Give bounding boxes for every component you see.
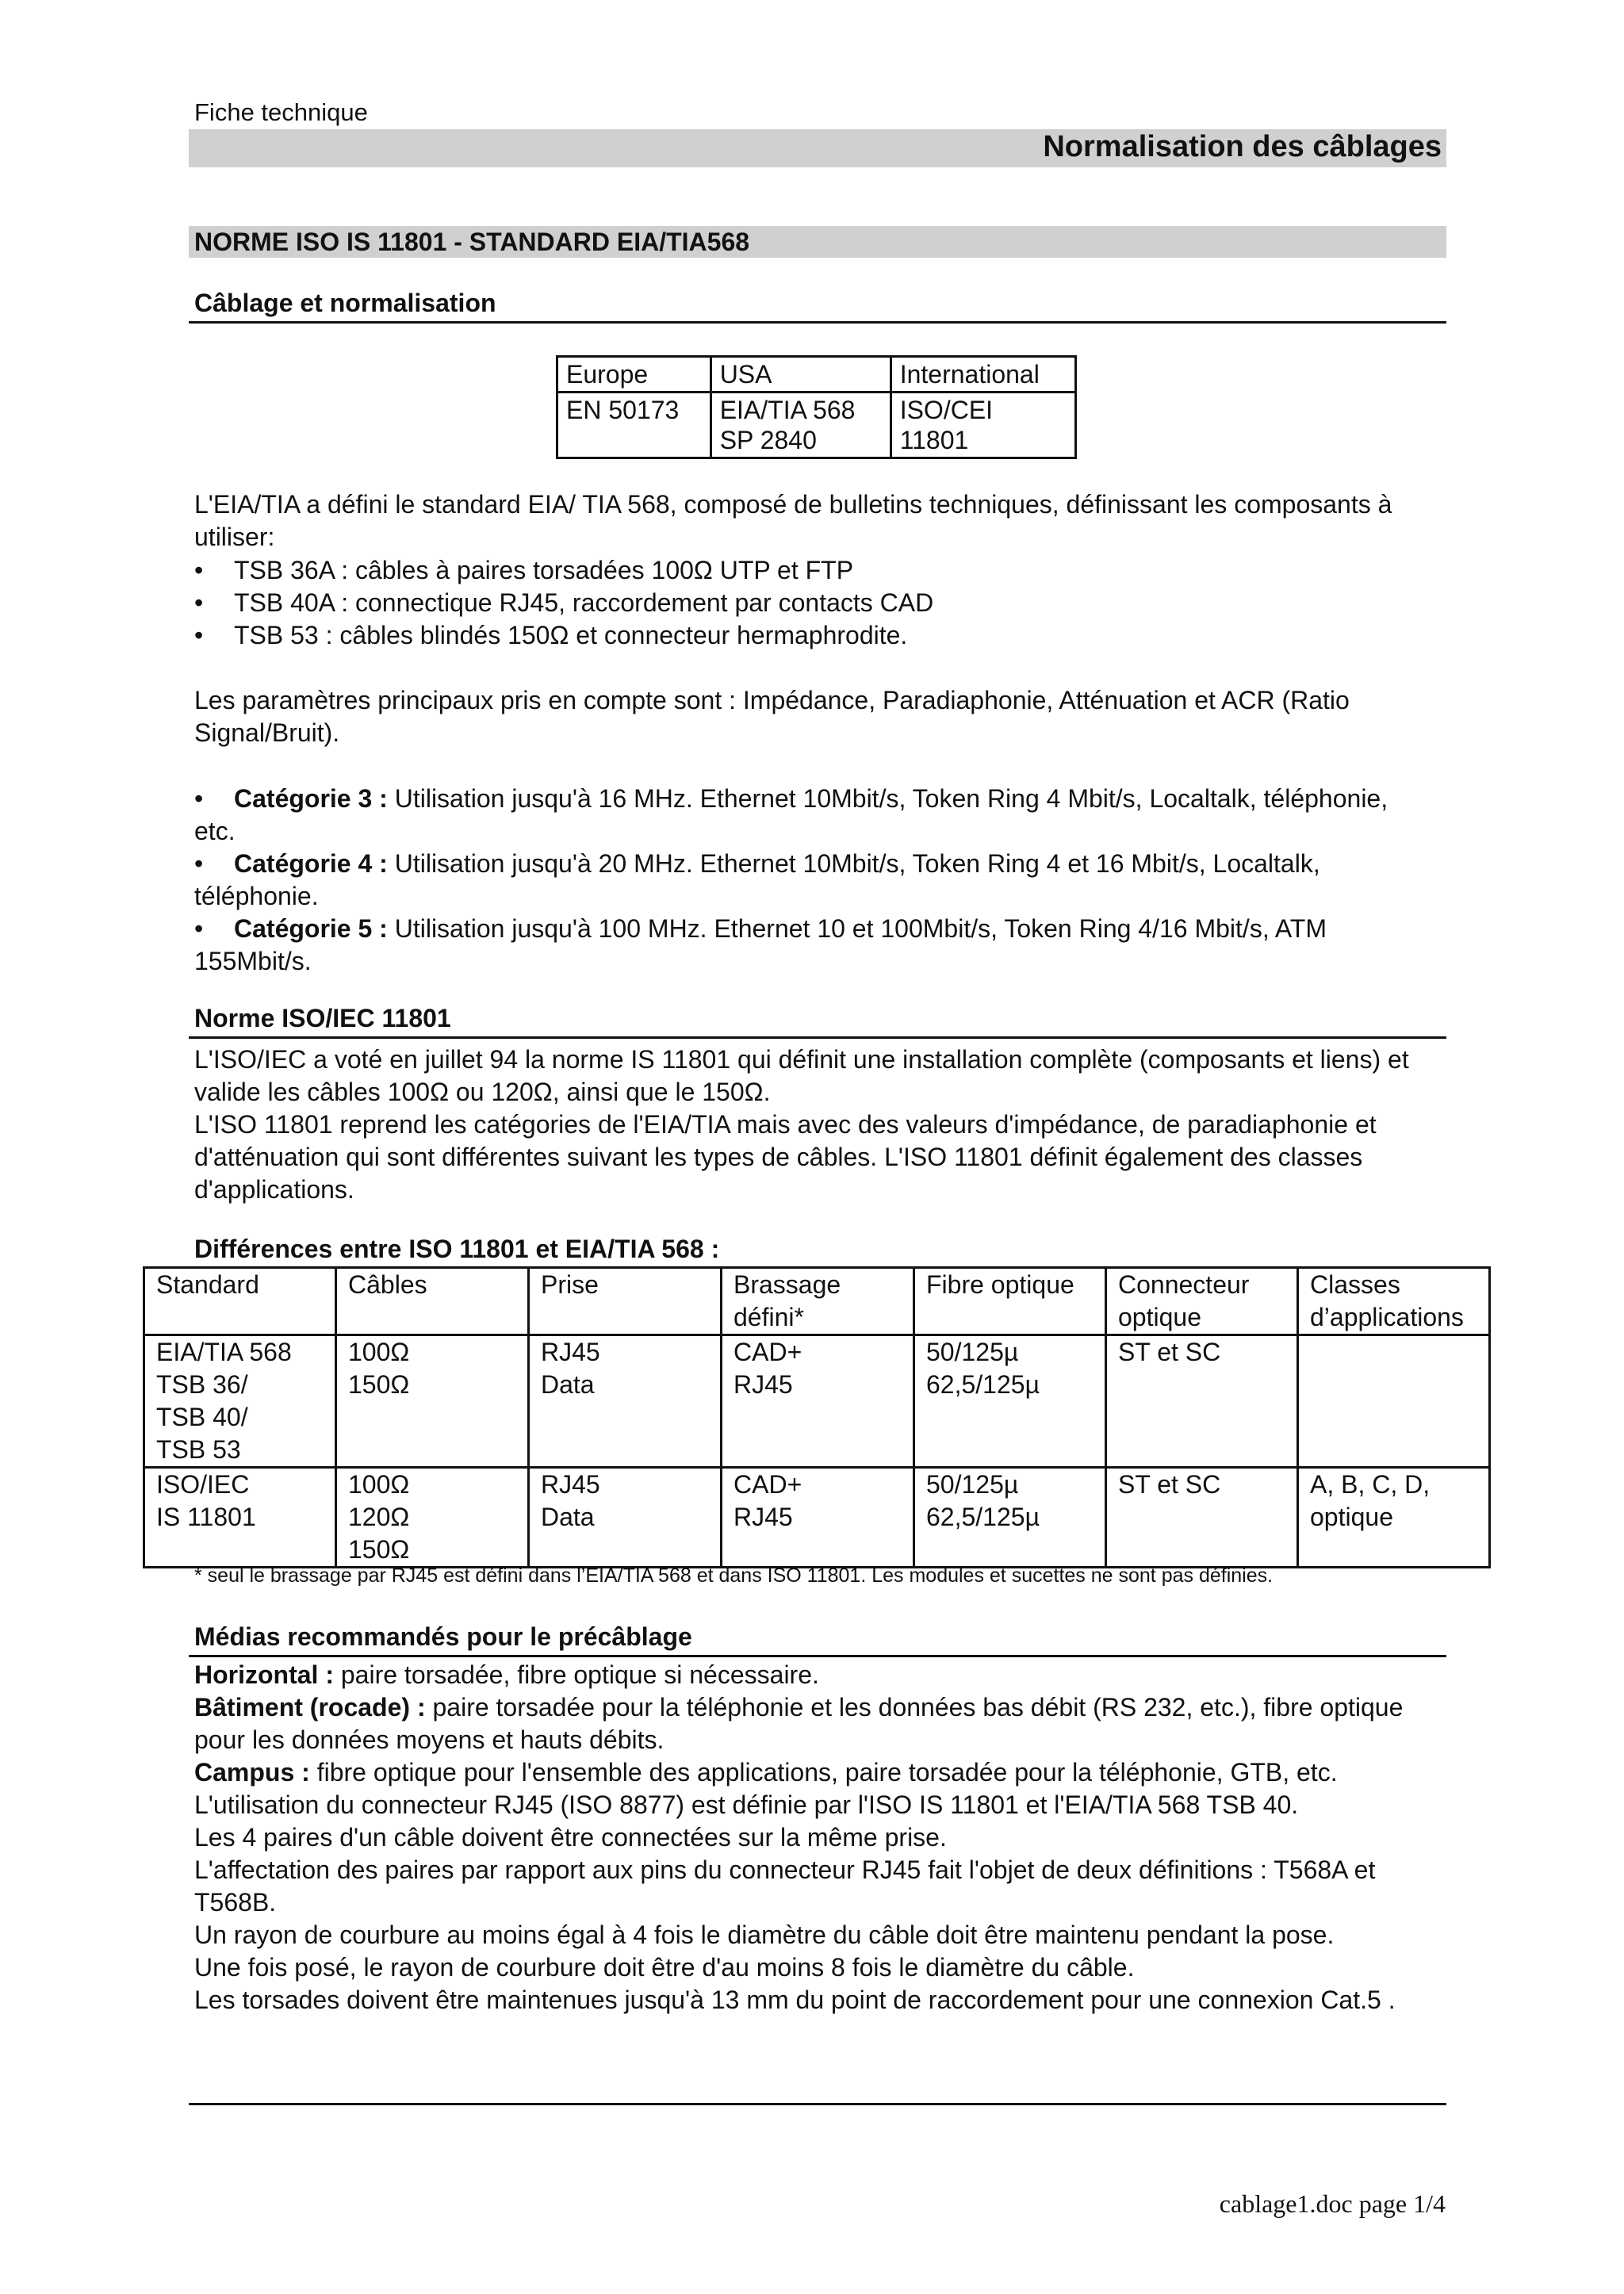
- media-label: Horizontal :: [194, 1660, 334, 1689]
- media-label: Bâtiment (rocade) :: [194, 1693, 426, 1721]
- media-line: Un rayon de courbure au moins égal à 4 fois le diamètre du câble doit être maintenu pendant la pose.: [194, 1921, 1335, 1949]
- heading-rule: [189, 321, 1446, 324]
- medias-heading: Médias recommandés pour le précâblage: [194, 1622, 692, 1651]
- header-label: Fiche technique: [194, 98, 368, 126]
- category-label: Catégorie 5 :: [234, 914, 388, 943]
- tsb-list-item: • TSB 40A : connectique RJ45, raccordement par contacts CAD: [194, 587, 1431, 619]
- standards-data-row: [557, 393, 1076, 458]
- page-title: Normalisation des câblages: [1043, 130, 1442, 163]
- differences-cell: ST et SC: [1106, 1335, 1298, 1468]
- media-item: [194, 1659, 1447, 1691]
- iso-paragraph-2: L'ISO 11801 reprend les catégories de l'EIA/TIA mais avec des valeurs d'impédance, de paradiaphonie et d'atténuation qui sont différentes suivant les types de câbles. L'ISO 11801 définit également des classes d'applications.: [194, 1110, 1377, 1204]
- category-text: Utilisation jusqu'à 16 MHz. Ethernet 10Mbit/s, Token Ring 4 Mbit/s, Localtalk, téléphonie, etc.: [194, 784, 1388, 845]
- differences-cell: CAD+ RJ45: [722, 1335, 914, 1468]
- category-label: Catégorie 3 :: [234, 784, 388, 813]
- differences-header-cell: Fibre optique: [914, 1268, 1106, 1335]
- media-text: fibre optique pour l'ensemble des applications, paire torsadée pour la téléphonie, GTB, etc.: [309, 1758, 1338, 1787]
- iso-paragraph-1: L'ISO/IEC a voté en juillet 94 la norme IS 11801 qui définit une installation complète (composants et liens) et valide les câbles 100Ω ou 120Ω, ainsi que le 150Ω.: [194, 1045, 1409, 1106]
- differences-cell: A, B, C, D, optique: [1298, 1468, 1490, 1568]
- media-line: Une fois posé, le rayon de courbure doit être d'au moins 8 fois le diamètre du câble.: [194, 1953, 1135, 1982]
- differences-cell: RJ45 Data: [529, 1468, 722, 1568]
- category-item: • Catégorie 4 : Utilisation jusqu'à 20 MHz. Ethernet 10Mbit/s, Token Ring 4 et 16 Mbit/s, Localtalk, téléphonie.: [194, 849, 1320, 910]
- differences-header-cell: Brassage défini*: [722, 1268, 914, 1335]
- footer-rule: [189, 2103, 1446, 2105]
- standards-header-cell: International: [891, 357, 1075, 393]
- differences-cell: 50/125µ 62,5/125µ: [914, 1468, 1106, 1568]
- category-label: Catégorie 4 :: [234, 849, 388, 878]
- differences-header-cell: Classes d’applications: [1298, 1268, 1490, 1335]
- standards-cell: EN 50173: [557, 393, 711, 458]
- differences-cell: CAD+ RJ45: [722, 1468, 914, 1568]
- differences-cell: 50/125µ 62,5/125µ: [914, 1335, 1106, 1468]
- intro-paragraph: L'EIA/TIA a défini le standard EIA/ TIA 568, composé de bulletins techniques, définissant les composants à utiliser:: [194, 490, 1392, 551]
- section-bar: [189, 226, 1446, 258]
- diff-heading: Différences entre ISO 11801 et EIA/TIA 568 :: [194, 1235, 720, 1263]
- differences-header-row: [144, 1268, 1490, 1335]
- tsb-list-item: • TSB 53 : câbles blindés 150Ω et connecteur hermaphrodite.: [194, 619, 1431, 652]
- category-item: • Catégorie 5 : Utilisation jusqu'à 100 MHz. Ethernet 10 et 100Mbit/s, Token Ring 4/16 Mbit/s, ATM 155Mbit/s.: [194, 914, 1327, 975]
- category-item: • Catégorie 3 : Utilisation jusqu'à 16 MHz. Ethernet 10Mbit/s, Token Ring 4 Mbit/s, Localtalk, téléphonie, etc.: [194, 784, 1388, 845]
- category-text: Utilisation jusqu'à 20 MHz. Ethernet 10Mbit/s, Token Ring 4 et 16 Mbit/s, Localtalk, téléphonie.: [194, 849, 1320, 910]
- standards-header-cell: Europe: [557, 357, 711, 393]
- iso-rule: [189, 1036, 1446, 1039]
- differences-cell: [1298, 1335, 1490, 1468]
- category-text: Utilisation jusqu'à 100 MHz. Ethernet 10 et 100Mbit/s, Token Ring 4/16 Mbit/s, ATM 155Mbit/s.: [194, 914, 1327, 975]
- standards-header-cell: USA: [710, 357, 891, 393]
- params-paragraph: Les paramètres principaux pris en compte sont : Impédance, Paradiaphonie, Atténuation et ACR (Ratio Signal/Bruit).: [194, 686, 1350, 747]
- differences-header-cell: Standard: [144, 1268, 336, 1335]
- medias-rule: [189, 1655, 1446, 1657]
- table-row: [144, 1335, 1490, 1468]
- cablage-heading: Câblage et normalisation: [194, 289, 496, 317]
- differences-cell: ISO/IEC IS 11801: [144, 1468, 336, 1568]
- media-line: Les 4 paires d'un câble doivent être connectées sur la même prise.: [194, 1823, 947, 1852]
- media-item: [194, 1756, 1447, 1789]
- category-list: [194, 783, 1431, 978]
- tsb-list-item: • TSB 36A : câbles à paires torsadées 100Ω UTP et FTP: [194, 554, 1431, 587]
- standards-cell: EIA/TIA 568 SP 2840: [710, 393, 891, 458]
- media-text: paire torsadée, fibre optique si nécessaire.: [333, 1660, 819, 1689]
- section-heading: NORME ISO IS 11801 - STANDARD EIA/TIA568: [194, 228, 750, 256]
- footer-page-label: cablage1.doc page 1/4: [1219, 2189, 1446, 2218]
- differences-header-cell: Câbles: [336, 1268, 529, 1335]
- medias-content: [194, 1659, 1447, 2016]
- differences-cell: RJ45 Data: [529, 1335, 722, 1468]
- standards-table: [556, 355, 1077, 459]
- media-line: Les torsades doivent être maintenues jusqu'à 13 mm du point de raccordement pour une connexion Cat.5 .: [194, 1986, 1396, 2014]
- table-row: [144, 1468, 1490, 1568]
- media-text: paire torsadée pour la téléphonie et les données bas débit (RS 232, etc.), fibre optique pour les données moyens et hauts débits.: [194, 1693, 1404, 1754]
- differences-cell: ST et SC: [1106, 1468, 1298, 1568]
- differences-cell: 100Ω 150Ω: [336, 1335, 529, 1468]
- differences-cell: EIA/TIA 568 TSB 36/ TSB 40/ TSB 53: [144, 1335, 336, 1468]
- differences-header-cell: Prise: [529, 1268, 722, 1335]
- differences-table: [143, 1266, 1491, 1568]
- media-label: Campus :: [194, 1758, 310, 1787]
- iso-heading: Norme ISO/IEC 11801: [194, 1004, 451, 1032]
- media-line: L'utilisation du connecteur RJ45 (ISO 8877) est définie par l'ISO IS 11801 et l'EIA/TIA 568 TSB 40.: [194, 1790, 1299, 1819]
- differences-header-cell: Connecteur optique: [1106, 1268, 1298, 1335]
- media-item: [194, 1691, 1447, 1756]
- media-line: L'affectation des paires par rapport aux pins du connecteur RJ45 fait l'objet de deux définitions : T568A et T568B.: [194, 1855, 1376, 1917]
- standards-header-row: [557, 357, 1076, 393]
- differences-cell: 100Ω 120Ω 150Ω: [336, 1468, 529, 1568]
- standards-cell: ISO/CEI 11801: [891, 393, 1075, 458]
- tsb-list: [194, 554, 1431, 652]
- table-footnote: * seul le brassage par RJ45 est défini dans l’EIA/TIA 568 et dans ISO 11801. Les modules et sucettes ne sont pas définies.: [194, 1564, 1274, 1587]
- title-bar: [189, 129, 1446, 167]
